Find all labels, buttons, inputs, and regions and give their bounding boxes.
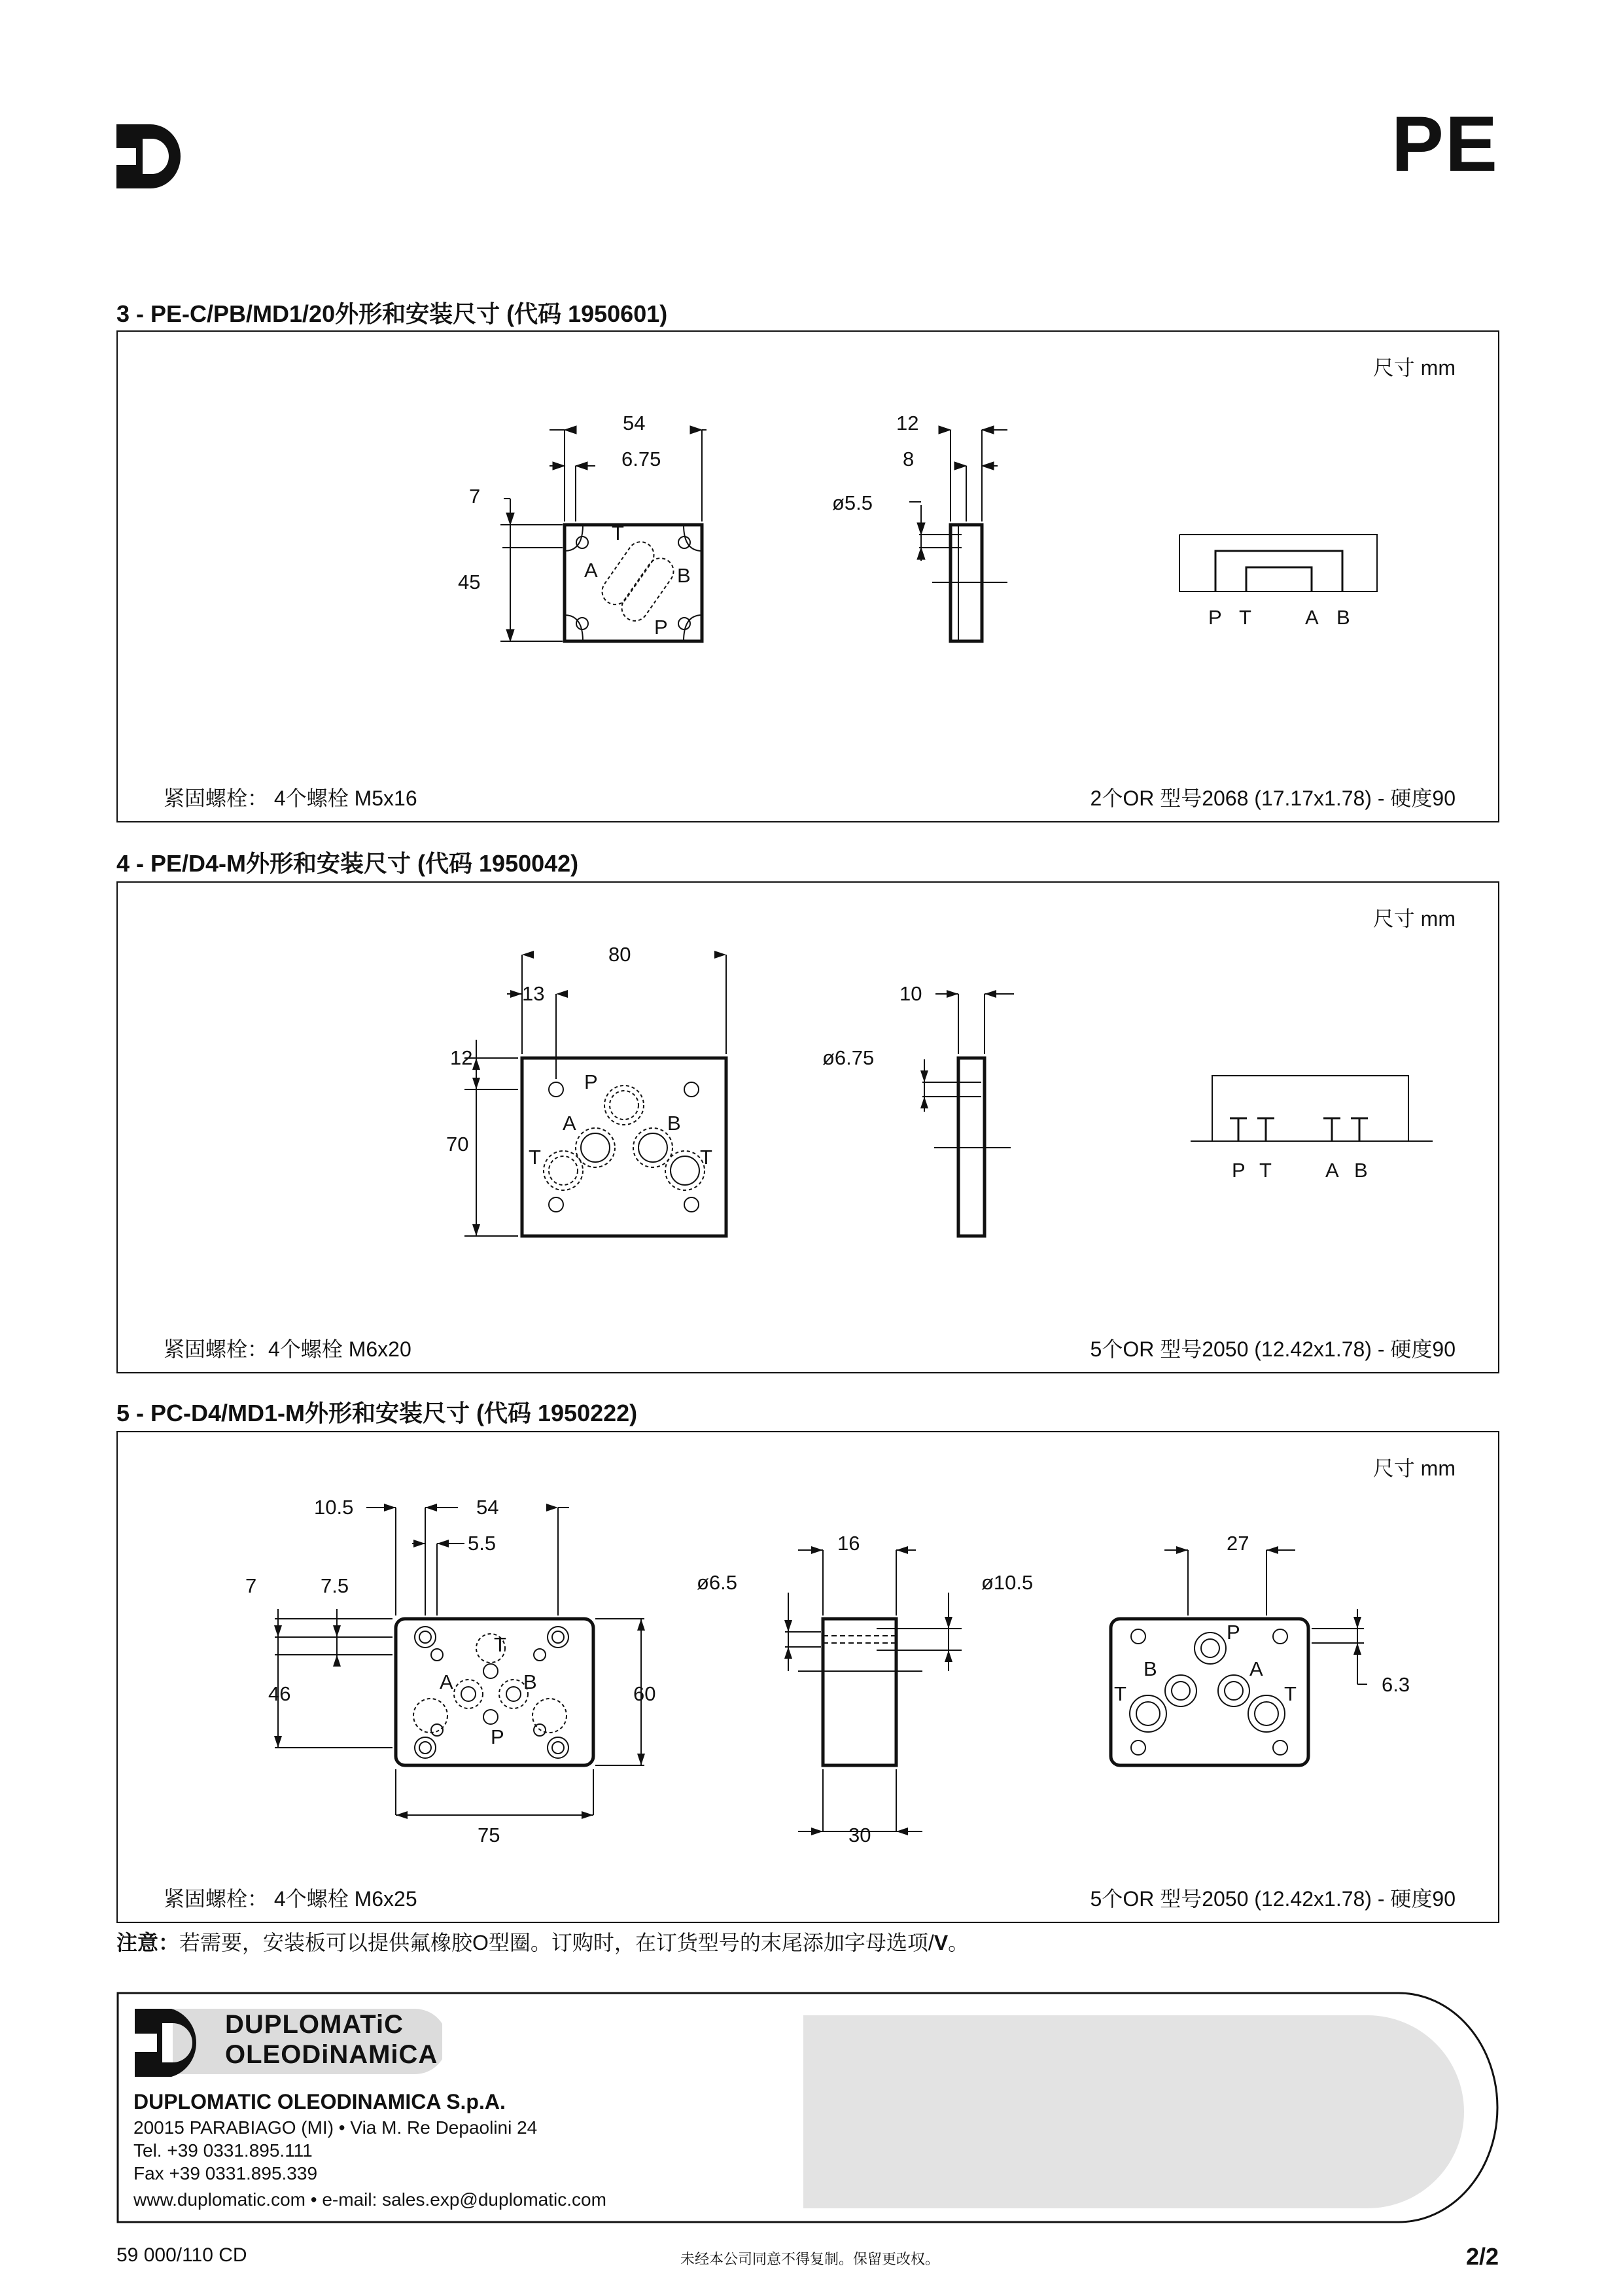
section-4-title: 4 - PE/D4-M外形和安装尺寸 (代码 1950042) xyxy=(116,850,579,877)
symbol-label-a: A xyxy=(1325,1159,1339,1182)
port-t-label: T xyxy=(494,1633,506,1656)
bolts-spec: 紧固螺栓： 4个螺栓 M6x25 xyxy=(164,1887,417,1911)
port-p-label: P xyxy=(1227,1621,1240,1644)
units-label: 尺寸 mm xyxy=(1372,356,1456,380)
dim-width: 80 xyxy=(608,943,631,966)
port-t-label: T xyxy=(612,521,624,544)
port-b-label: B xyxy=(523,1670,537,1693)
port-p-label: P xyxy=(654,616,668,639)
mounting-hole xyxy=(684,1082,699,1097)
dim-5-5: 5.5 xyxy=(468,1532,497,1555)
dim-6-3: 6.3 xyxy=(1382,1673,1410,1696)
section-3-panel xyxy=(116,330,1499,822)
company-name: DUPLOMATIC OLEODINAMICA S.p.A. xyxy=(133,2090,506,2113)
port-a-label: A xyxy=(563,1112,576,1135)
dim-27: 27 xyxy=(1227,1532,1249,1555)
section-3-drawing xyxy=(118,332,1501,824)
port-a-label: A xyxy=(440,1670,453,1693)
section-5-drawing xyxy=(118,1432,1501,1924)
port-b-label: B xyxy=(667,1112,681,1135)
symbol-label-t: T xyxy=(1239,606,1251,629)
port-t-label: T xyxy=(1284,1682,1297,1705)
port-t-label: T xyxy=(529,1146,541,1169)
port-slot xyxy=(617,553,679,626)
port-b-label: B xyxy=(677,564,691,587)
dim-hole: ø6.75 xyxy=(822,1046,875,1069)
note-end: 。 xyxy=(948,1931,969,1954)
dim-54: 54 xyxy=(476,1496,499,1519)
copyright-notice: 未经本公司同意不得复制。保留更改权。 xyxy=(680,2251,940,2267)
note-text: 若需要，安装板可以提供氟橡胶O型圈。订购时，在订货型号的末尾添加字母选项/ xyxy=(179,1931,934,1954)
dim-top: 7 xyxy=(469,485,481,508)
dim-30: 30 xyxy=(848,1824,871,1846)
company-tel: Tel. +39 0331.895.111 xyxy=(133,2140,313,2161)
dim-thickness-2: 8 xyxy=(903,448,915,470)
dim-7-5: 7.5 xyxy=(321,1574,349,1597)
section-5-title: 5 - PC-D4/MD1-M外形和安装尺寸 (代码 1950222) xyxy=(116,1400,638,1426)
port-a-label: A xyxy=(1249,1657,1263,1680)
dim-hole-10-5: ø10.5 xyxy=(981,1571,1034,1594)
port-b-label: B xyxy=(1143,1657,1157,1680)
dim-offset: 6.75 xyxy=(621,448,661,470)
port-t-label: T xyxy=(700,1146,712,1169)
mounting-hole xyxy=(678,618,690,629)
document-number: 59 000/110 CD xyxy=(116,2244,247,2266)
brand-line-2: OLEODiNAMiCA xyxy=(225,2040,438,2069)
dim-16: 16 xyxy=(837,1532,860,1555)
bolts-spec: 紧固螺栓： 4个螺栓 M5x16 xyxy=(164,786,417,810)
mounting-hole xyxy=(549,1082,563,1097)
page-number: 2/2 xyxy=(1465,2243,1499,2270)
mounting-hole xyxy=(684,1197,699,1212)
dim-75: 75 xyxy=(478,1824,500,1846)
symbol-label-b: B xyxy=(1336,606,1350,629)
dim-7: 7 xyxy=(245,1574,257,1597)
oring-spec: 5个OR 型号2050 (12.42x1.78) - 硬度90 xyxy=(1090,1887,1456,1911)
order-note xyxy=(116,1926,969,1956)
symbol-label-p: P xyxy=(1232,1159,1246,1182)
bolts-spec: 紧固螺栓：4个螺栓 M6x20 xyxy=(164,1337,411,1361)
footer-grey-panel xyxy=(803,2015,1464,2208)
port-t-label: T xyxy=(1114,1682,1126,1705)
dim-10-5: 10.5 xyxy=(314,1496,354,1519)
plate-rear-view xyxy=(1111,1619,1308,1765)
company-footer xyxy=(116,1992,1501,2223)
units-label: 尺寸 mm xyxy=(1372,1457,1456,1480)
mounting-hole xyxy=(576,618,588,629)
port-p-label: P xyxy=(491,1725,504,1748)
dim-height: 45 xyxy=(458,571,481,593)
dim-60: 60 xyxy=(633,1682,656,1705)
mounting-hole xyxy=(576,537,588,548)
dim-top: 12 xyxy=(450,1046,473,1069)
section-4-drawing xyxy=(118,883,1501,1375)
dim-height: 70 xyxy=(446,1133,469,1156)
port-a-label: A xyxy=(584,559,598,582)
dim-thickness: 10 xyxy=(899,982,922,1005)
company-address: 20015 PARABIAGO (MI) • Via M. Re Depaolini 24 xyxy=(133,2117,538,2138)
oring-spec: 5个OR 型号2050 (12.42x1.78) - 硬度90 xyxy=(1090,1337,1456,1361)
duplomatic-d-logo xyxy=(116,124,184,188)
dim-46: 46 xyxy=(268,1682,291,1705)
dim-thickness: 12 xyxy=(896,412,919,434)
brand-line-1: DUPLOMATiC xyxy=(225,2010,404,2039)
company-fax: Fax +39 0331.895.339 xyxy=(133,2163,318,2183)
symbol-label-a: A xyxy=(1305,606,1319,629)
oring-spec: 2个OR 型号2068 (17.17x1.78) - 硬度90 xyxy=(1090,786,1456,810)
mounting-hole xyxy=(678,537,690,548)
mounting-hole xyxy=(549,1197,563,1212)
plate-side-view xyxy=(823,1619,896,1765)
port-p-label: P xyxy=(584,1070,598,1093)
symbol-label-b: B xyxy=(1354,1159,1368,1182)
section-4-panel xyxy=(116,881,1499,1373)
plate-front-view xyxy=(522,1058,726,1236)
dim-hole: ø5.5 xyxy=(832,491,873,514)
note-label: 注意： xyxy=(116,1931,180,1954)
company-web-email[interactable]: www.duplomatic.com • e-mail: sales.exp@duplomatic.com xyxy=(133,2189,606,2210)
symbol-label-t: T xyxy=(1259,1159,1272,1182)
dim-width: 54 xyxy=(623,412,646,434)
units-label: 尺寸 mm xyxy=(1372,907,1456,930)
note-suffix: V xyxy=(934,1931,949,1954)
port-slot xyxy=(597,537,659,609)
doc-code: PE xyxy=(1391,100,1499,188)
section-3-title: 3 - PE-C/PB/MD1/20外形和安装尺寸 (代码 1950601) xyxy=(116,300,668,327)
symbol-label-p: P xyxy=(1208,606,1222,629)
dim-offset: 13 xyxy=(522,982,545,1005)
section-5-panel xyxy=(116,1431,1499,1923)
dim-hole-6-5: ø6.5 xyxy=(697,1571,738,1594)
brand-logo xyxy=(133,2004,442,2079)
